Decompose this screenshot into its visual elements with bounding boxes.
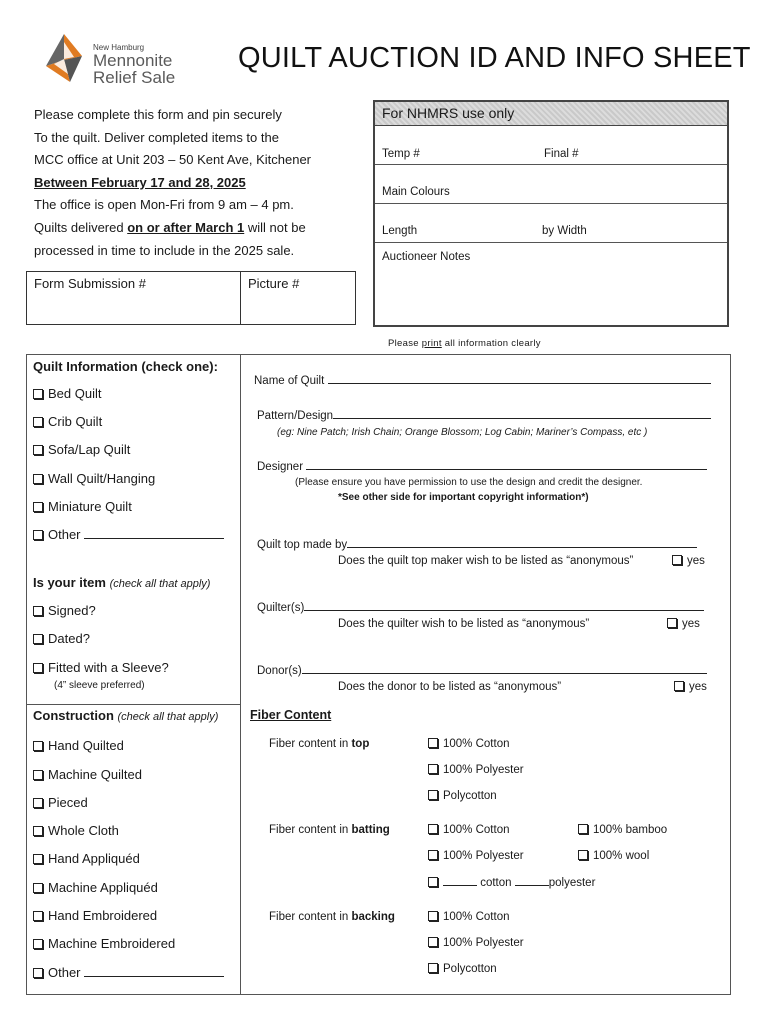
quilter-field[interactable]: Quilter(s) xyxy=(257,601,704,614)
fiber-backing-label: Fiber content in backing xyxy=(269,911,395,923)
checkbox-icon xyxy=(428,790,438,800)
intro-line: processed in time to include in the 2025 sale. xyxy=(34,242,295,258)
option-pieced[interactable]: Pieced xyxy=(33,795,88,810)
checkbox-icon xyxy=(33,474,43,484)
option-bed-quilt[interactable]: Bed Quilt xyxy=(33,386,101,401)
logo-line-1: Mennonite xyxy=(93,51,173,70)
fiber-backing-polyester[interactable]: 100% Polyester xyxy=(428,937,524,949)
option-sleeve[interactable]: Fitted with a Sleeve? xyxy=(33,660,169,675)
checkbox-icon xyxy=(578,824,588,834)
is-item-heading: Is your item (check all that apply) xyxy=(33,575,211,590)
checkbox-icon xyxy=(672,555,682,565)
intro-line: Quilts delivered on or after March 1 will not be xyxy=(34,219,306,235)
final-label: Final # xyxy=(544,148,579,160)
width-label: by Width xyxy=(542,225,587,237)
designer-field[interactable]: Designer xyxy=(257,460,707,473)
checkbox-icon xyxy=(33,883,43,893)
logo-small-text: New Hamburg xyxy=(93,43,145,52)
option-machine-embroidered[interactable]: Machine Embroidered xyxy=(33,936,175,951)
checkbox-icon xyxy=(428,911,438,921)
checkbox-icon xyxy=(33,770,43,780)
page-title: QUILT AUCTION ID AND INFO SHEET xyxy=(238,42,751,74)
option-other[interactable]: Other xyxy=(33,527,224,542)
checkbox-icon xyxy=(428,824,438,834)
checkbox-icon xyxy=(428,764,438,774)
fiber-batting-bamboo[interactable]: 100% bamboo xyxy=(578,824,667,836)
submission-box xyxy=(26,271,356,325)
quilt-name-field[interactable]: Name of Quilt xyxy=(254,374,711,387)
form-submission-label: Form Submission # xyxy=(34,276,146,291)
option-wall-quilt[interactable]: Wall Quilt/Hanging xyxy=(33,471,155,486)
quilter-anon-yes[interactable]: yes xyxy=(667,618,700,630)
checkbox-icon xyxy=(428,877,438,887)
checkbox-icon xyxy=(33,663,43,673)
checkbox-icon xyxy=(674,681,684,691)
option-whole-cloth[interactable]: Whole Cloth xyxy=(33,823,119,838)
checkbox-icon xyxy=(33,389,43,399)
checkbox-icon xyxy=(33,530,43,540)
fiber-batting-polyester[interactable]: 100% Polyester xyxy=(428,850,524,862)
donor-anon-yes[interactable]: yes xyxy=(674,681,707,693)
sleeve-note: (4” sleeve preferred) xyxy=(54,680,145,691)
option-hand-quilted[interactable]: Hand Quilted xyxy=(33,738,124,753)
fiber-batting-mix[interactable]: cotton polyester xyxy=(428,876,595,889)
intro-line: MCC office at Unit 203 – 50 Kent Ave, Kitchener xyxy=(34,152,312,168)
checkbox-icon xyxy=(428,738,438,748)
fiber-batting-label: Fiber content in batting xyxy=(269,824,390,836)
option-sofa-quilt[interactable]: Sofa/Lap Quilt xyxy=(33,442,130,457)
notes-label: Auctioneer Notes xyxy=(382,251,471,263)
option-crib-quilt[interactable]: Crib Quilt xyxy=(33,414,102,429)
checkbox-icon xyxy=(428,963,438,973)
checkbox-icon xyxy=(33,502,43,512)
copyright-note: *See other side for important copyright information*) xyxy=(338,492,589,503)
colours-label: Main Colours xyxy=(382,186,450,198)
top-maker-field[interactable]: Quilt top made by xyxy=(257,538,697,551)
top-anon-question: Does the quilt top maker wish to be listed as “anonymous” xyxy=(338,555,634,567)
checkbox-icon xyxy=(33,606,43,616)
option-machine-quilted[interactable]: Machine Quilted xyxy=(33,767,142,782)
checkbox-icon xyxy=(33,968,43,978)
quilt-info-heading: Quilt Information (check one): xyxy=(33,359,218,374)
fiber-top-cotton[interactable]: 100% Cotton xyxy=(428,738,510,750)
print-note: Please print all information clearly xyxy=(388,338,541,349)
fiber-top-polyester[interactable]: 100% Polyester xyxy=(428,764,524,776)
fiber-batting-wool[interactable]: 100% wool xyxy=(578,850,649,862)
intro-line: Please complete this form and pin securely xyxy=(34,107,282,122)
checkbox-icon xyxy=(33,417,43,427)
fiber-backing-polycotton[interactable]: Polycotton xyxy=(428,963,497,975)
intro-text xyxy=(34,104,364,262)
pattern-field[interactable]: Pattern/Design xyxy=(257,409,711,422)
intro-line: To the quilt. Deliver completed items to the xyxy=(34,129,279,145)
option-miniature-quilt[interactable]: Miniature Quilt xyxy=(33,499,132,514)
checkbox-icon xyxy=(33,634,43,644)
checkbox-icon xyxy=(428,850,438,860)
fiber-top-polycotton[interactable]: Polycotton xyxy=(428,790,497,802)
nhmrs-heading: For NHMRS use only xyxy=(375,102,727,126)
option-hand-embroidered[interactable]: Hand Embroidered xyxy=(33,908,157,923)
donor-anon-question: Does the donor to be listed as “anonymous” xyxy=(338,681,562,693)
option-hand-appliqued[interactable]: Hand Appliquéd xyxy=(33,851,140,866)
temp-label: Temp # xyxy=(382,148,420,160)
picture-label: Picture # xyxy=(248,276,300,291)
intro-dates: Between February 17 and 28, 2025 xyxy=(34,174,246,190)
length-label: Length xyxy=(382,225,418,237)
quilter-anon-question: Does the quilter wish to be listed as “anonymous” xyxy=(338,618,590,630)
logo-diamond-icon xyxy=(34,30,94,92)
checkbox-icon xyxy=(33,826,43,836)
checkbox-icon xyxy=(33,911,43,921)
top-anon-yes[interactable]: yes xyxy=(672,555,705,567)
option-signed[interactable]: Signed? xyxy=(33,603,96,618)
checkbox-icon xyxy=(578,850,588,860)
logo-line-2: Relief Sale xyxy=(93,68,176,87)
fiber-backing-cotton[interactable]: 100% Cotton xyxy=(428,911,510,923)
designer-note: (Please ensure you have permission to use the design and credit the designer. xyxy=(295,477,643,488)
option-construction-other[interactable]: Other xyxy=(33,965,224,980)
checkbox-icon xyxy=(667,618,677,628)
checkbox-icon xyxy=(33,939,43,949)
checkbox-icon xyxy=(428,937,438,947)
checkbox-icon xyxy=(33,798,43,808)
fiber-batting-cotton[interactable]: 100% Cotton xyxy=(428,824,510,836)
fiber-heading: Fiber Content xyxy=(250,708,332,722)
pattern-example: (eg: Nine Patch; Irish Chain; Orange Blossom; Log Cabin; Mariner’s Compass, etc ) xyxy=(277,427,648,438)
donor-field[interactable]: Donor(s) xyxy=(257,664,707,677)
checkbox-icon xyxy=(33,741,43,751)
nhmrs-box xyxy=(373,100,729,327)
option-dated[interactable]: Dated? xyxy=(33,631,90,646)
construction-heading: Construction (check all that apply) xyxy=(33,708,219,723)
intro-line: The office is open Mon-Fri from 9 am – 4 pm. xyxy=(34,197,294,213)
checkbox-icon xyxy=(33,854,43,864)
checkbox-icon xyxy=(33,445,43,455)
fiber-top-label: Fiber content in top xyxy=(269,738,370,750)
option-machine-appliqued[interactable]: Machine Appliquéd xyxy=(33,880,158,895)
